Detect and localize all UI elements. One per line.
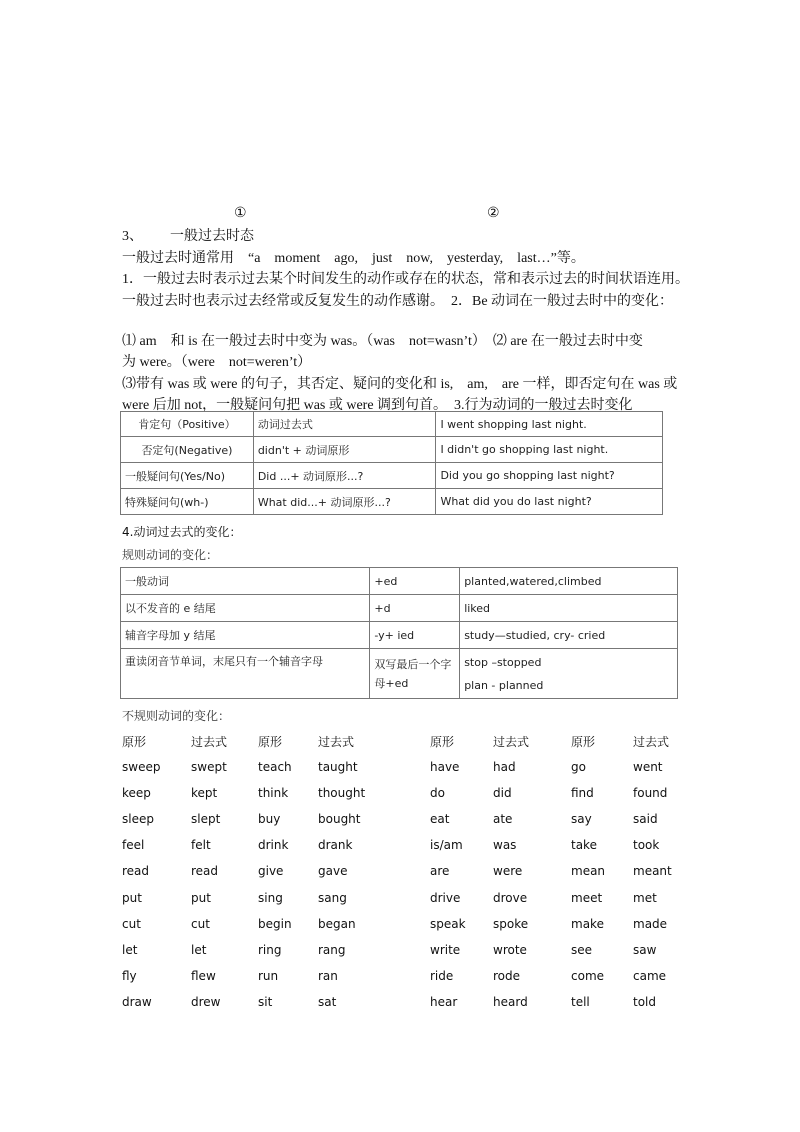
verb-past-form: kept — [191, 786, 218, 801]
table-cell: 动词过去式 — [253, 412, 436, 437]
section-number: 3、 — [122, 229, 143, 244]
verb-base-form: give — [258, 864, 284, 879]
table-row — [121, 463, 663, 489]
irregular-header: 原形 — [571, 735, 596, 749]
verb-past-form: had — [493, 760, 516, 774]
table-cell: 双写最后一个字母+ed — [370, 649, 460, 699]
verb-base-form: buy — [258, 812, 281, 827]
verb-base-form: cut — [122, 916, 141, 931]
table-cell: 肯定句（Positive） — [121, 412, 254, 437]
verb-base-form: eat — [430, 812, 450, 827]
table-cell: I went shopping last night. — [436, 412, 663, 437]
verb-base-form: find — [571, 786, 594, 801]
table-cell: +ed — [370, 568, 460, 595]
table-cell: I didn't go shopping last night. — [436, 437, 663, 463]
verb-past-form: were — [493, 864, 523, 879]
irregular-header: 原形 — [258, 735, 283, 749]
verb-past-form: thought — [318, 786, 366, 801]
regular-verb-table — [120, 567, 678, 699]
irregular-header: 过去式 — [318, 735, 355, 749]
be-line1: ⑴ am 和 is 在一般过去时中变为 was。（was not=wasn’t） ⑵ are 在一般过去时中变 — [122, 334, 643, 349]
verb-past-form: made — [633, 916, 668, 931]
verb-base-form: ride — [430, 968, 454, 983]
intro-line: 一般过去时通常用 “a moment ago, just now, yesterday, last…”等。 — [122, 251, 585, 266]
verb-change-title: 4.动词过去式的变化： — [122, 525, 242, 539]
verb-base-form: begin — [258, 916, 292, 931]
verb-base-form: go — [571, 760, 586, 774]
verb-past-form: was — [493, 838, 517, 853]
verb-base-form: have — [430, 760, 460, 774]
verb-base-form: drive — [430, 890, 461, 905]
table-cell: 否定句(Negative) — [121, 437, 254, 463]
marker-1: ① — [234, 206, 247, 221]
verb-base-form: feel — [122, 838, 145, 853]
table-cell: 辅音字母加 y 结尾 — [121, 622, 370, 649]
verb-past-form: felt — [191, 838, 211, 853]
be-line2: 为 were。（were not=weren’t） — [122, 355, 312, 370]
table-cell: 一般疑问句(Yes/No) — [121, 463, 254, 489]
table-cell: 以不发音的 e 结尾 — [121, 595, 370, 622]
verb-base-form: fly — [122, 968, 137, 983]
verb-past-form: gave — [318, 864, 348, 879]
verb-past-form: drove — [493, 890, 528, 905]
table-cell: didn't + 动词原形 — [253, 437, 436, 463]
rule1-line2: 一般过去时也表示过去经常或反复发生的动作感谢。 2．Be 动词在一般过去时中的变化： — [122, 294, 674, 309]
verb-past-form: put — [191, 890, 211, 905]
table-cell: What did...+ 动词原形...? — [253, 489, 436, 515]
verb-past-form: did — [493, 786, 512, 801]
verb-base-form: mean — [571, 864, 606, 879]
verb-past-form: came — [633, 968, 667, 983]
table-cell: study—studied, cry- cried — [460, 622, 678, 649]
irregular-header: 过去式 — [191, 735, 228, 749]
table-cell: liked — [460, 595, 678, 622]
table-row — [121, 622, 678, 649]
verb-base-form: run — [258, 968, 279, 983]
verb-base-form: meet — [571, 890, 603, 905]
verb-base-form: see — [571, 942, 593, 957]
verb-past-form: ran — [318, 968, 338, 983]
verb-past-form: found — [633, 786, 668, 801]
table-row — [121, 489, 663, 515]
verb-base-form: teach — [258, 760, 292, 774]
table-cell: +d — [370, 595, 460, 622]
verb-base-form: is/am — [430, 838, 463, 853]
verb-base-form: put — [122, 890, 142, 905]
verb-past-form: ate — [493, 812, 513, 827]
verb-past-form: let — [191, 942, 207, 957]
verb-past-form: drank — [318, 838, 353, 853]
verb-base-form: keep — [122, 786, 151, 801]
table-row — [121, 649, 678, 699]
verb-past-form: bought — [318, 812, 361, 827]
verb-base-form: sleep — [122, 812, 154, 827]
irregular-header: 过去式 — [633, 735, 670, 749]
irregular-header: 原形 — [430, 735, 455, 749]
table-row — [121, 568, 678, 595]
section-title: 一般过去时态 — [170, 229, 254, 244]
be-line4: were 后加 not，一般疑问句把 was 或 were 调到句首。 3.行为动词的一般过去时变化 — [122, 398, 633, 413]
irregular-title: 不规则动词的变化： — [122, 709, 231, 723]
verb-past-form: heard — [493, 994, 528, 1009]
verb-base-form: take — [571, 838, 597, 853]
verb-base-form: say — [571, 812, 592, 827]
verb-past-form: meant — [633, 864, 672, 879]
example-line: plan - planned — [464, 678, 544, 692]
verb-past-form: slept — [191, 812, 221, 827]
verb-base-form: tell — [571, 994, 590, 1009]
sentence-pattern-table — [120, 411, 663, 515]
verb-base-form: make — [571, 916, 604, 931]
verb-base-form: hear — [430, 994, 458, 1009]
verb-past-form: rang — [318, 942, 346, 957]
verb-past-form: swept — [191, 760, 227, 774]
verb-base-form: sing — [258, 890, 283, 905]
table-cell: 特殊疑问句(wh-) — [121, 489, 254, 515]
verb-base-form: draw — [122, 994, 152, 1009]
table-cell: 重读闭音节单词，末尾只有一个辅音字母 — [121, 649, 370, 699]
verb-base-form: write — [430, 942, 461, 957]
verb-past-form: rode — [493, 968, 521, 983]
example-line: stop –stopped — [464, 655, 542, 669]
table-cell: 一般动词 — [121, 568, 370, 595]
verb-base-form: read — [122, 864, 150, 879]
table-cell — [460, 649, 678, 699]
marker-2: ② — [487, 206, 500, 221]
verb-past-form: read — [191, 864, 219, 879]
regular-title: 规则动词的变化： — [122, 548, 219, 562]
verb-past-form: spoke — [493, 916, 529, 931]
verb-past-form: saw — [633, 942, 657, 957]
table-row — [121, 437, 663, 463]
verb-past-form: wrote — [493, 942, 527, 957]
verb-past-form: cut — [191, 916, 210, 931]
table-row — [121, 412, 663, 437]
verb-base-form: do — [430, 786, 445, 801]
verb-past-form: sat — [318, 994, 337, 1009]
verb-past-form: went — [633, 760, 663, 774]
verb-base-form: drink — [258, 838, 289, 853]
irregular-header: 过去式 — [493, 735, 530, 749]
verb-past-form: flew — [191, 968, 216, 983]
verb-past-form: met — [633, 890, 657, 905]
verb-base-form: speak — [430, 916, 466, 931]
verb-past-form: sang — [318, 890, 347, 905]
table-row — [121, 595, 678, 622]
verb-past-form: told — [633, 994, 656, 1009]
verb-base-form: ring — [258, 942, 282, 957]
table-cell: -y+ ied — [370, 622, 460, 649]
verb-base-form: think — [258, 786, 289, 801]
table-cell: What did you do last night? — [436, 489, 663, 515]
verb-base-form: sit — [258, 994, 273, 1009]
verb-past-form: took — [633, 838, 660, 853]
verb-base-form: are — [430, 864, 450, 879]
table-cell: Did you go shopping last night? — [436, 463, 663, 489]
verb-past-form: began — [318, 916, 356, 931]
verb-base-form: sweep — [122, 760, 161, 774]
verb-past-form: said — [633, 812, 658, 827]
be-line3: ⑶带有 was 或 were 的句子，其否定、疑问的变化和 is, am, are 一样，即否定句在 was 或 — [122, 377, 678, 392]
table-cell: Did ...+ 动词原形...? — [253, 463, 436, 489]
rule1-line1: 1．一般过去时表示过去某个时间发生的动作或存在的状态，常和表示过去的时间状语连用。 — [122, 272, 689, 287]
verb-past-form: taught — [318, 760, 358, 774]
irregular-header: 原形 — [122, 735, 147, 749]
verb-base-form: let — [122, 942, 138, 957]
verb-past-form: drew — [191, 994, 221, 1009]
verb-base-form: come — [571, 968, 605, 983]
table-cell: planted,watered,climbed — [460, 568, 678, 595]
